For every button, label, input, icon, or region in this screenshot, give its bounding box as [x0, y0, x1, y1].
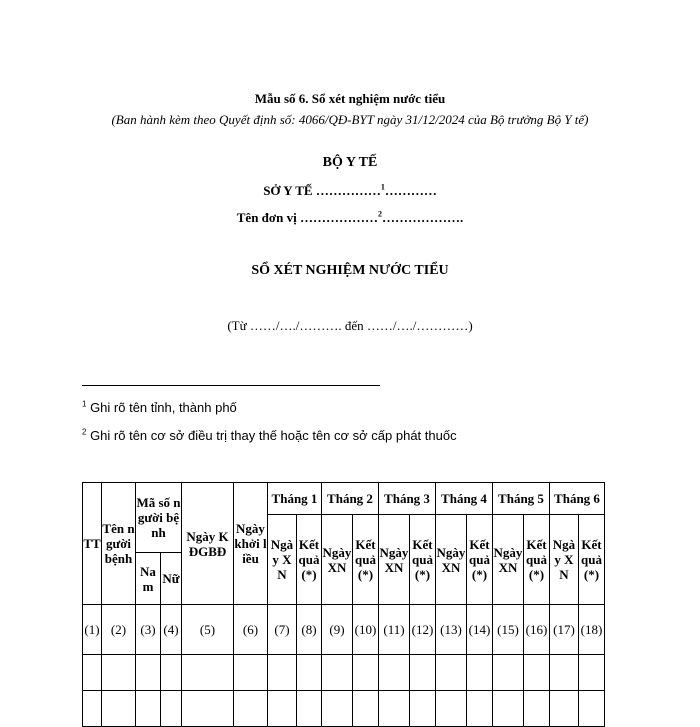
table-cell[interactable]	[83, 655, 102, 691]
table-cell[interactable]	[379, 655, 410, 691]
table-cell[interactable]	[268, 655, 297, 691]
sub-result-1: Kết quả (*)	[297, 515, 322, 605]
col-number: (11)	[379, 605, 410, 655]
date-range: (Từ ……/…./………. đến ……/…./…………)	[227, 318, 473, 333]
table-cell[interactable]	[182, 691, 234, 727]
form-title: Mẫu số 6. Sổ xét nghiệm nước tiểu	[254, 91, 446, 106]
col-number: (6)	[234, 605, 268, 655]
footnote-ref-1: 1	[380, 182, 385, 192]
footnote-1	[82, 400, 237, 415]
table-cell[interactable]	[161, 655, 182, 691]
sub-date-4: Ngày XN	[436, 515, 467, 605]
sub-date-6: Ngày XN	[550, 515, 579, 605]
col-number: (9)	[322, 605, 353, 655]
table-cell[interactable]	[297, 655, 322, 691]
table-cell[interactable]	[353, 655, 379, 691]
header-patient-code: Mã số người bệnh	[136, 483, 182, 553]
department-dots: ……………	[315, 183, 381, 198]
table-cell[interactable]	[83, 691, 102, 727]
table-cell[interactable]	[379, 691, 410, 727]
col-number: (7)	[268, 605, 297, 655]
table-cell[interactable]	[234, 655, 268, 691]
sub-date-2: Ngày XN	[322, 515, 353, 605]
header-month-2: Tháng 2	[322, 483, 379, 515]
table-cell[interactable]	[524, 691, 550, 727]
header-month-3: Tháng 3	[379, 483, 436, 515]
table-cell[interactable]	[161, 691, 182, 727]
footnote-2	[82, 428, 457, 443]
footnote-mark-2: 2	[82, 427, 87, 437]
table-row	[83, 655, 605, 691]
footnote-text-1: Ghi rõ tên tỉnh, thành phố	[86, 400, 237, 415]
form-subtitle: (Ban hành kèm theo Quyết định số: 4066/QĐ-BYT ngày 31/12/2024 của Bộ trưởng Bộ Y tế)	[111, 112, 589, 127]
unit-line	[0, 210, 700, 226]
col-number: (17)	[550, 605, 579, 655]
sub-result-4: Kết quả (*)	[467, 515, 493, 605]
header-treatment-date: Ngày khởi liều	[234, 483, 268, 605]
col-number: (5)	[182, 605, 234, 655]
department-label: SỞ Y TẾ	[263, 183, 316, 198]
header-male: Nam	[136, 553, 161, 605]
sub-result-5: Kết quả (*)	[524, 515, 550, 605]
col-number: (8)	[297, 605, 322, 655]
department-line	[0, 183, 700, 199]
table-cell[interactable]	[322, 691, 353, 727]
header-month-5: Tháng 5	[493, 483, 550, 515]
table-cell[interactable]	[579, 691, 605, 727]
table-cell[interactable]	[136, 655, 161, 691]
sub-date-3: Ngày XN	[379, 515, 410, 605]
table-cell[interactable]	[234, 691, 268, 727]
col-number: (12)	[410, 605, 436, 655]
sub-result-2: Kết quả (*)	[353, 515, 379, 605]
table-cell[interactable]	[467, 655, 493, 691]
unit-dots: ………………	[299, 210, 378, 225]
col-number: (3)	[136, 605, 161, 655]
table-cell[interactable]	[550, 691, 579, 727]
sub-date-1: Ngày XN	[268, 515, 297, 605]
table-cell[interactable]	[102, 655, 136, 691]
footnote-ref-2: 2	[377, 209, 382, 219]
column-number-row	[83, 605, 605, 655]
col-number: (4)	[161, 605, 182, 655]
table-cell[interactable]	[353, 691, 379, 727]
table-cell[interactable]	[410, 691, 436, 727]
table-cell[interactable]	[136, 691, 161, 727]
table-cell[interactable]	[493, 655, 524, 691]
table-cell[interactable]	[524, 655, 550, 691]
col-number: (18)	[579, 605, 605, 655]
ministry-name: BỘ Y TẾ	[322, 155, 378, 170]
table-cell[interactable]	[436, 655, 467, 691]
department-dots-end: …………	[384, 183, 437, 198]
header-month-1: Tháng 1	[268, 483, 322, 515]
header-month-4: Tháng 4	[436, 483, 493, 515]
table-cell[interactable]	[493, 691, 524, 727]
unit-dots-end: ……………….	[381, 210, 464, 225]
footnote-divider	[82, 385, 380, 386]
table-row	[83, 691, 605, 727]
urine-test-table	[82, 482, 605, 727]
col-number: (15)	[493, 605, 524, 655]
unit-label: Tên đơn vị	[236, 210, 300, 225]
book-title: SỔ XÉT NGHIỆM NƯỚC TIỂU	[251, 263, 449, 278]
table-cell[interactable]	[579, 655, 605, 691]
col-number: (14)	[467, 605, 493, 655]
header-tt: TT	[83, 483, 102, 605]
footnote-mark-1: 1	[82, 399, 87, 409]
col-number: (10)	[353, 605, 379, 655]
table-cell[interactable]	[410, 655, 436, 691]
header-month-6: Tháng 6	[550, 483, 605, 515]
header-patient-name: Tên người bệnh	[102, 483, 136, 605]
sub-date-5: Ngày XN	[493, 515, 524, 605]
sub-result-3: Kết quả (*)	[410, 515, 436, 605]
header-start-date: Ngày KĐGBĐ	[182, 483, 234, 605]
col-number: (2)	[102, 605, 136, 655]
table-cell[interactable]	[182, 655, 234, 691]
table-cell[interactable]	[297, 691, 322, 727]
table-cell[interactable]	[322, 655, 353, 691]
footnote-text-2: Ghi rõ tên cơ sở điều trị thay thế hoặc tên cơ sở cấp phát thuốc	[86, 428, 457, 443]
sub-result-6: Kết quả (*)	[579, 515, 605, 605]
table-cell[interactable]	[268, 691, 297, 727]
table-cell[interactable]	[102, 691, 136, 727]
table-cell[interactable]	[467, 691, 493, 727]
table-cell[interactable]	[550, 655, 579, 691]
header-female: Nữ	[161, 553, 182, 605]
table-cell[interactable]	[436, 691, 467, 727]
col-number: (1)	[83, 605, 102, 655]
col-number: (13)	[436, 605, 467, 655]
col-number: (16)	[524, 605, 550, 655]
